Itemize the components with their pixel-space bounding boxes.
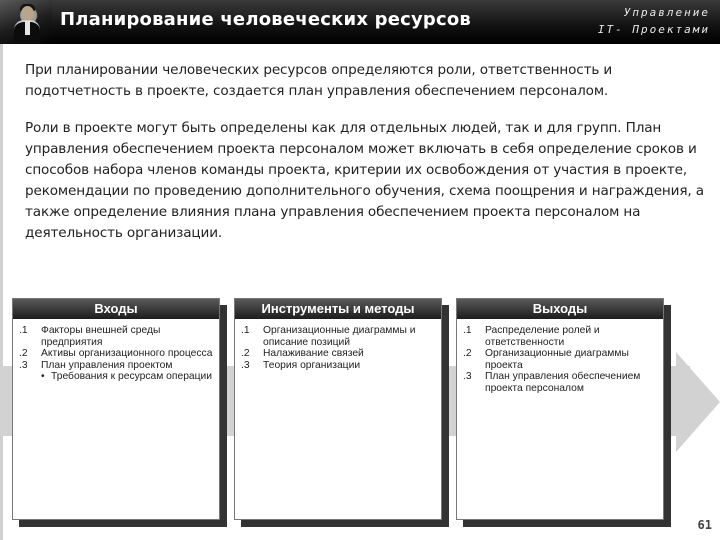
outputs-box (456, 298, 664, 520)
left-border (0, 44, 3, 540)
page-title: Планирование человеческих ресурсов (60, 9, 472, 30)
outputs-title: Выходы (457, 299, 663, 319)
list-sub-item: • Требования к ресурсам операции (41, 371, 213, 382)
tools-list (235, 319, 441, 371)
slide-header (0, 0, 720, 44)
inputs-title: Входы (13, 299, 219, 319)
list-item: .1 Организационные диаграммы и описание позиций (241, 325, 416, 348)
list-item: .2 Организационные диаграммы проекта (463, 348, 629, 371)
inputs-box (12, 298, 220, 520)
list-item: .1 Распределение ролей и ответственности (463, 325, 600, 348)
outputs-list (457, 319, 663, 394)
list-item: .3 План управления проектом (19, 359, 173, 371)
brand-line-2: IT- Проектами (597, 23, 710, 36)
details-paragraph: Роли в проекте могут быть определены как для отдельных людей, так и для групп. План управления обеспечением проекта персоналом может включать в себя определение сроков и способов набора членов команды проекта, критерии их освобождения от участия в проекте, рекомендации по проведению дополнительного обучения, схема поощрения и награждения, а также определение влияния плана управления обеспечением проекта персоналом на деятельность организации. (25, 120, 704, 241)
tools-title: Инструменты и методы (235, 299, 441, 319)
inputs-list (13, 319, 219, 383)
course-brand (598, 4, 710, 38)
list-item: .3 Теория организации (241, 359, 361, 371)
process-flow-arrow-icon (676, 352, 720, 452)
list-item: .2 Активы организационного процесса (19, 348, 213, 359)
list-item: .3 План управления обеспечением проекта персоналом (463, 371, 641, 394)
slide-number: 61 (697, 518, 712, 532)
tools-box (234, 298, 442, 520)
list-item: .1 Факторы внешней среды предприятия (19, 325, 161, 348)
list-item: .2 Налаживание связей (241, 348, 364, 359)
intro-paragraph: При планировании человеческих ресурсов определяются роли, ответственность и подотчетность в проекте, создается план управления обеспечением персоналом. (25, 62, 613, 99)
presenter-photo-icon (0, 0, 52, 44)
brand-line-1: Управление (623, 6, 710, 19)
